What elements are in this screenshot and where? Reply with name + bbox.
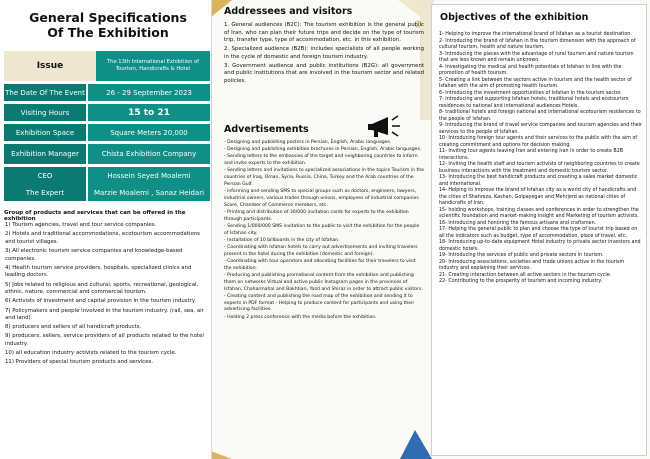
list-item: 1) Tourism agencies, travel and tour service companies. (5, 222, 157, 228)
list-item: 2) Hotels and traditional accommodations, ecotourism accommodations and tourist villages. (5, 231, 200, 245)
issue-value-box (96, 51, 210, 81)
list-item: 6) Activists of investment and capital provision in the tourism industry. (5, 298, 197, 305)
spec-row-issue (4, 51, 210, 81)
expert-value: Marzie Moalemi , Sanaz Heidari (88, 184, 210, 201)
spec-row-manager (4, 144, 210, 164)
hours-label: Visiting Hours (4, 104, 86, 121)
list-item: - informing and sending SMS to special groups such as doctors, engineers, lawyers, industrial owners, various trades through unions, employees of industrial companies Score, Chamber of Commerce members, etc. (224, 189, 419, 208)
megaphone-icon (366, 114, 406, 140)
list-item: 14- Helping to improve the brand of Isfahan city as a world city of handicrafts and the cities of Shahreza, Kashan, Golpayegan and Mehrjerd as national cities of handicrafts of Iran. (439, 188, 637, 206)
list-item: 4- Investigating the medical and health potentials of Isfahan in line with the promotion of health tourism. (439, 64, 622, 76)
date-value: 26 - 29 September 2023 (88, 84, 210, 101)
issue-label: Issue (4, 51, 96, 81)
list-item: 21- Creating interaction between all active sectors in the tourism cycle. (439, 272, 612, 278)
list-item: 5- Creating a link between the sectors active in tourism and the health sector of Isfahan with the aim of promoting health tourism. (439, 77, 632, 89)
blue-corner-bottom (400, 430, 432, 459)
ceo-value: Hossein Seyed Moalemi (88, 167, 210, 184)
space-value: Square Meters 20,000 (88, 124, 210, 141)
advertisements-title: Advertisements (224, 124, 309, 135)
addressees-paragraph: 2. Specialized audience (B2B): includes specialists of all people working in the cycle of domestic and foreign tourism industry. (224, 46, 424, 60)
list-item: - Coordinating with tour operators and allocating facilities for their travelers to visit the exhibition. (224, 259, 416, 271)
list-item: 8) producers and sellers of all handicraft products. (5, 324, 142, 331)
list-item: 19- Introducing the services of public and private sectors in tourism. (439, 253, 604, 258)
list-item: 7- Introducing and supporting Isfahan hotels, traditional hotels and ecotourism residences to national and international audiences Hotels. (439, 97, 629, 109)
groups-list (5, 222, 209, 369)
spec-row-date (4, 84, 210, 101)
objectives-list (439, 32, 643, 286)
list-item: - Installation of 10 billboards in the city of Isfahan. (224, 237, 340, 243)
list-item: 18- Introducing up-to-date equipment Hotel industry to private sector investors and domestic hotels. (439, 240, 641, 252)
list-item: 16- Introducing and honoring the famous artisans and craftsmen. (439, 220, 597, 226)
list-item: - Holding 2 press conference with the media before the exhibition. (224, 314, 377, 320)
list-item: 11- Inviting tour agents leaving Iran and entering Iran in order to create B2B interactions. (439, 149, 624, 161)
spec-title-line1: General Specifications (29, 10, 187, 25)
list-item: 6- Introducing the investment opportunities of Isfahan in the tourism sector. (439, 90, 622, 96)
spec-row-ceo (4, 167, 210, 184)
list-item: 9) producers, sellers, service providers of all products related to the hotel industry. (5, 333, 204, 348)
list-item: 10) all education industry activists related to the tourism cycle. (5, 350, 177, 357)
addressees-body (224, 22, 424, 87)
date-label: The Date Of The Event (4, 84, 86, 101)
objectives-title: Objectives of the exhibition (440, 12, 589, 23)
list-item: 4) Health tourism service providers, hospitals, specialized clinics and leading doctors. (5, 264, 192, 279)
list-item: - Printing and distribution of 30/000 invitation cards for experts to the exhibition through participants. (224, 209, 409, 222)
list-item: - Coordinating with Isfahan hotels to carry out advertisements and inviting travelers present in the hotel during the exhibition (domestic and foreign). (224, 245, 418, 257)
list-item: 8- traditional hotels and foreign national and international ecotourism residences to the people of Isfahan. (439, 110, 641, 122)
list-item: 15- holding workshops, training classes and conferences in order to strengthen the scientific foundation and market-making insight and Marketing of tourism activists. (439, 207, 639, 219)
spec-row-hours (4, 104, 210, 121)
spec-row-expert (4, 184, 210, 201)
addressees-paragraph: 3. Government audience and public institutions (B2G): all government and public institutions that are involved in the tourism sector and related policies. (224, 62, 424, 84)
ceo-label: CEO (4, 167, 86, 184)
list-item: 10- Introducing foreign tour agents and their services to the public with the aim of creating commitment and options for decision making. (439, 136, 638, 148)
list-item: 5) Jobs related to religious and cultural, sports, recreational, geological, ethnic, nature, commercial and commercial tourism. (5, 281, 199, 296)
list-item: - Sending letters to the embassies of the target and neighboring countries to inform and invite experts to the exhibition. (224, 154, 418, 167)
space-label: Exhibition Space (4, 124, 86, 141)
expert-label: The Expert (4, 184, 86, 201)
list-item: - Producing and publishing promotional content from the exhibition and publishing them on networks Virtual and active public Instagram pages in the provinces of Isfahan, Chaharmahal and Bakhtiari, Yazd and Shiraz in order to attract public visitors. (224, 273, 423, 292)
manager-label: Exhibition Manager (4, 144, 86, 164)
list-item: - Sending 1/000/000 SMS invitation to the public to visit the exhibition for the people of Isfahan city. (224, 223, 420, 236)
list-item: - Designing and publishing exhibition brochures in Persian, English, Arabic languages. (224, 147, 422, 153)
advertisements-body (224, 140, 424, 322)
list-item: 3) All electronic tourism service companies and knowledge-based companies. (5, 247, 183, 262)
list-item: 13- Introducing the best handicraft products and creating a sales market domestic and international. (439, 175, 638, 187)
hours-value: 15 to 21 (88, 104, 210, 121)
list-item: - Sending letters and invitations to specialized associations in the topics Tourism in the countries of Iraq, Oman, Syria, Russia, China, Turkey and the Arab countries of the Persian Gulf. (224, 168, 425, 187)
list-item: 3- Introducing the places with the advantage of rural tourism and nature tourism that are less known and remain unknown. (439, 51, 634, 63)
addressees-paragraph: 1. General audiences (B2C): The tourism exhibition is the general public of Iran, who can plan their future trips and decide on the type of tourism trip, transfer type, type of accommodation, etc. in this exhibition. (224, 22, 424, 44)
issue-value: The 13th International Exhibition of Tourism, Handicrafts & Hotel (106, 59, 200, 72)
list-item: 12- Inviting the health staff and tourism activists of neighboring countries to create business interactions with the treatment and domestic tourism sector. (439, 162, 640, 174)
spec-title-line2: Of The Exhibition (47, 25, 169, 40)
list-item: 1- Helping to improve the international brand of Isfahan as a tourist destination. (439, 32, 632, 37)
manager-value: Chista Exhibition Company (88, 144, 210, 164)
groups-title: Group of products and services that can be offered in the exhibition (4, 210, 186, 222)
list-item: 2- Introducing the brand of Isfahan in the tourism dimension with the approach of cultural tourism, health and nature tourism. (439, 38, 636, 50)
list-item: 11) Providers of special tourism products and services. (5, 359, 154, 366)
spec-row-space (4, 124, 210, 141)
list-item: - Designing and publishing posters in Persian, English, Arabic languages. (224, 140, 392, 145)
list-item: 17- Helping the general public to plan and choose the type of tourist trip based on all the indicators such as budget, type of accommodation, place of travel, etc. (439, 227, 638, 239)
addressees-title: Addressees and visitors (224, 6, 353, 17)
list-item: - Creating content and publishing the road map of the exhibition and sending it to experts in PDF format - Helping to produce content for participants and using their advertising facilities. (224, 293, 415, 313)
list-item: 20- Introducing associations, societies and trade unions active in the tourism industry and explaining their services. (439, 259, 625, 271)
list-item: 9- Introducing the brand of travel service companies and tourism agencies and their services to the people of Isfahan. (439, 123, 643, 135)
list-item: 7) Policymakers and people involved in the tourism industry. (rail, sea, air and land). (5, 307, 204, 322)
list-item: 22- Contributing to the prosperity of tourism and incoming industry. (439, 279, 603, 284)
spec-title (8, 10, 208, 40)
